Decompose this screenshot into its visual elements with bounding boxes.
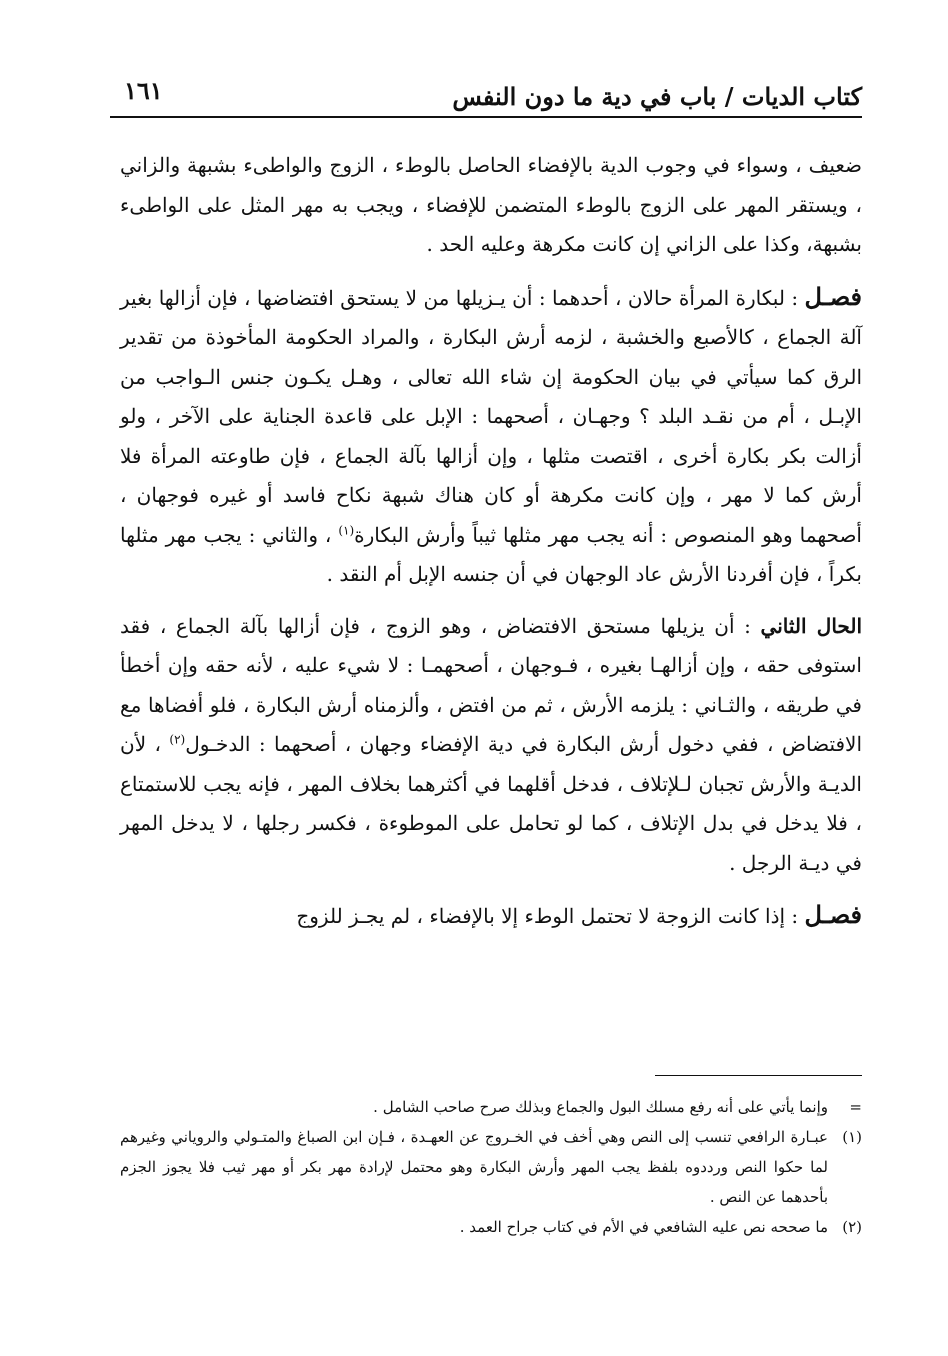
section-heading-second-state: الحال الثاني — [760, 613, 862, 638]
footnote-text: ما صححه نص عليه الشافعي في الأم في كتاب جراح العمد . — [459, 1218, 828, 1236]
footnotes — [120, 1092, 862, 1242]
footnote-marker-2: (٢) — [169, 732, 186, 747]
paragraph-3 — [120, 607, 862, 884]
footnote-marker-1: (١) — [338, 522, 355, 537]
footnote-number: = — [849, 1098, 862, 1116]
main-text — [120, 146, 862, 937]
running-title: كتاب الديات / باب في دية ما دون النفس — [452, 82, 862, 111]
page-header — [110, 72, 862, 118]
section-heading-fasl-2: فصـل — [804, 900, 862, 929]
paragraph-2 — [120, 277, 862, 595]
paragraph-2-text-a: : لبكارة المرأة حالان ، أحدهما : أن يـزيلها من لا يستحق افتضاضها ، فإن أزالها بغير آلة الجماع ، كالأصبع والخشبة ، لزمه أرش البكارة ، والمراد الحكومة المأخوذة من تقدير الرق كما سيأتي في بيان الحكومة إن شاء الله تعالى ، وهـل يكـون جنس الـواجب من الإبـل ، أم من نقـد البلد ؟ وجهـان ، أصحهما : الإبل على قاعدة الجناية على الآخر ، ولو أزالت بكر بكارة أخرى ، اقتصت مثلها ، وإن أزالها بآلة الجماع ، فإن طاوعته المرأة فلا أرش كما لا مهر ، وإن كانت مكرهة أو كان هناك شبهة نكاح فاسد أو غيره فوجهان ، أصحهما وهو المنصوص : أنه يجب مهر مثلها ثيباً وأرش البكارة — [120, 285, 862, 547]
paragraph-1: ضعيف ، وسواء في وجوب الدية بالإفضاء الحاصل بالوطء ، الزوج والواطىء بشبهة والزاني ، ويستقر المهر على الزوج بالوطء المتضمن للإفضاء ، ويجب به مهر المثل على الواطىء بشبهة، وكذا على الزاني إن كانت مكرهة وعليه الحد . — [120, 153, 862, 256]
footnote-number: (١) — [842, 1128, 862, 1146]
footnote-text: وإنما يأتي على أنه رفع مسلك البول والجماع وبذلك صرح صاحب الشامل . — [373, 1098, 828, 1116]
paragraph-3-text-b: ، لأن الديـة والأرش تجبان لـلإتلاف ، فدخل أقلهما في أكثرهما بخلاف المهر ، فإنه يجب للاستمتاع ، فلا يدخل في بدل الإتلاف ، كما لو تحامل على الموطوءة ، فكسر رجلها ، لا يدخل المهر في ديـة الرجل . — [120, 732, 862, 875]
footnote-text: عبـارة الرافعي تنسب إلى النص وهي أخف في الخـروج عن العهـدة ، فـإن ابن الصباغ والمتـولي والروياني وغيرهم لما حكوا النص ورددوه بلفظ يجب المهر وأرش البكارة وهو محتمل لإرادة مهر بكر أو مهر ثيب فلا يجوز الجزم بأحدهما عن النص . — [120, 1128, 828, 1206]
paragraph-4-text: : إذا كانت الزوجة لا تحتمل الوطء إلا بالإفضاء ، لم يجـز للزوج — [296, 904, 805, 928]
footnote-2 — [120, 1212, 862, 1242]
footnote-number: (٢) — [842, 1218, 862, 1236]
paragraph-3-text-a: : أن يزيلها مستحق الافتضاض ، وهو الزوج ، فإن أزالها بآلة الجماع ، فقد استوفى حقه ، وإن أزالهـا بغيره ، فـوجهان ، أصحهمـا : لا شيء عليه ، لأنه حقه وإن أخطأ في طريقه ، والثـاني : يلزمه الأرش ، ثم من افتض ، وألزمناه أرش البكارة ، فلو أفضاها مع الافتضاض ، ففي دخول أرش البكارة في دية الإفضاء وجهان ، أصحهما : الدخـول — [120, 613, 862, 756]
footnote-1 — [120, 1122, 862, 1212]
footnote-continued — [120, 1092, 862, 1122]
section-heading-fasl: فصـل — [804, 281, 862, 311]
paragraph-4 — [120, 895, 862, 937]
footnote-separator — [655, 1075, 862, 1076]
paragraph-2-text-b: ، والثاني : يجب مهر مثلها بكراً ، فإن أفردنا الأرش عاد الوجهان في أن جنسه الإبل أم النقد . — [120, 522, 862, 586]
page-number: ١٦١ — [124, 76, 163, 105]
